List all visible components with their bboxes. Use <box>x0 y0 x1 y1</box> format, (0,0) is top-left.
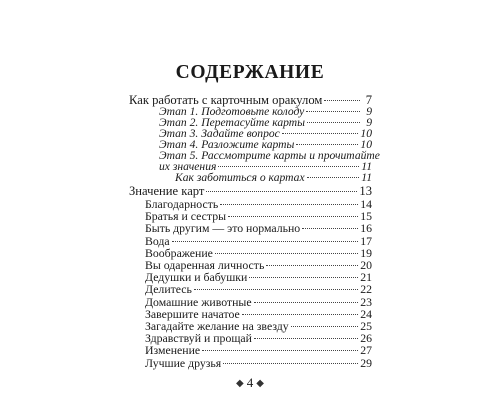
dot-leader <box>223 363 358 364</box>
dot-leader <box>324 100 360 101</box>
page-number: 4 <box>246 375 254 390</box>
dot-leader <box>307 177 360 178</box>
toc-page-number: 23 <box>360 294 372 309</box>
toc-page-number: 24 <box>360 306 372 321</box>
toc-page-number: 7 <box>365 93 372 107</box>
dot-leader <box>220 204 358 205</box>
toc-entry-label: Братья и сестры <box>145 209 227 224</box>
toc-page-number: 13 <box>359 184 372 198</box>
toc-entry-label: Этап 2. Перетасуйте карты <box>159 116 306 129</box>
page-footer <box>0 376 500 390</box>
toc-entry-label: Этап 1. Подготовьте колоду <box>159 105 305 118</box>
toc-page-number: 10 <box>360 127 372 140</box>
toc-item[interactable] <box>145 332 372 344</box>
toc-item[interactable] <box>145 222 372 234</box>
toc-item[interactable] <box>145 198 372 210</box>
toc-page-number: 17 <box>360 233 372 248</box>
toc-page-number: 9 <box>366 105 372 118</box>
toc-entry-label: Вода <box>145 233 170 248</box>
toc-entry-label: Как работать с карточным оракулом <box>129 93 323 107</box>
dot-leader <box>254 338 358 339</box>
toc-entry-label: Здравствуй и прощай <box>145 331 252 346</box>
toc-item[interactable] <box>145 210 372 222</box>
toc-page-number: 11 <box>361 171 372 184</box>
toc-entry-label: Дедушки и бабушки <box>145 270 248 285</box>
dot-leader <box>266 265 358 266</box>
toc-page-number: 15 <box>360 209 372 224</box>
toc-item[interactable] <box>145 259 372 271</box>
dot-leader <box>172 241 359 242</box>
toc-entry-label: Благодарность <box>145 197 219 211</box>
toc-page-number: 25 <box>360 319 372 333</box>
ornament-right-icon: ◆ <box>256 377 264 389</box>
toc-entry-label: Как заботиться о картах <box>175 171 305 184</box>
dot-leader <box>254 302 359 303</box>
toc-item[interactable] <box>145 235 372 247</box>
toc-entry-label: их значения <box>159 160 217 173</box>
toc-page-number: 22 <box>360 282 372 297</box>
toc-entry-label: Этап 5. Рассмотрите карты и прочитайте <box>159 149 380 162</box>
toc-page-number: 20 <box>360 258 372 272</box>
toc-page-number: 19 <box>360 245 372 260</box>
dot-leader <box>242 314 358 315</box>
toc-page-number: 9 <box>366 116 372 129</box>
toc-entry-label: Значение карт <box>129 184 205 198</box>
toc-page-number: 10 <box>360 138 372 151</box>
toc-item[interactable] <box>145 247 372 259</box>
dot-leader <box>194 289 358 290</box>
toc-entry-label: Этап 3. Задайте вопрос <box>159 127 280 140</box>
dot-leader <box>249 277 358 278</box>
toc-entry-label: Делитесь <box>145 282 192 297</box>
toc-entry-label: Этап 4. Разложите карты <box>159 138 295 151</box>
dot-leader <box>302 228 358 229</box>
toc-entry-label: Загадайте желание на звезду <box>145 319 289 333</box>
dot-leader <box>202 350 358 351</box>
dot-leader <box>291 326 359 327</box>
toc-item[interactable] <box>145 320 372 332</box>
toc-page-number: 16 <box>360 221 372 236</box>
toc-item[interactable] <box>145 308 372 320</box>
dot-leader <box>296 144 358 145</box>
toc-entry-label: Домашние животные <box>145 294 252 309</box>
toc-entry-label: Вы одаренная личность <box>145 258 265 272</box>
toc-page-number: 29 <box>360 355 372 370</box>
dot-leader <box>215 253 358 254</box>
toc-page-number: 11 <box>361 160 372 173</box>
toc-item[interactable] <box>145 271 372 283</box>
toc-item[interactable] <box>145 296 372 308</box>
dot-leader <box>218 166 359 167</box>
toc-section-meanings[interactable] <box>129 185 372 197</box>
toc-entry-label: Лучшие друзья <box>145 355 222 370</box>
dot-leader <box>206 191 357 192</box>
toc-item[interactable] <box>145 283 372 295</box>
toc-page-number: 27 <box>360 343 372 358</box>
toc-item[interactable] <box>145 344 372 356</box>
toc-item[interactable] <box>145 357 372 369</box>
toc-card-care[interactable] <box>175 172 372 184</box>
toc-entry-label: Изменение <box>145 343 201 358</box>
dot-leader <box>307 122 360 123</box>
toc-page-number: 14 <box>360 197 372 211</box>
page-title: СОДЕРЖАНИЕ <box>175 62 325 83</box>
toc-page-number: 21 <box>360 270 372 285</box>
ornament-left-icon: ◆ <box>236 377 244 389</box>
toc-entry-label: Быть другим — это нормально <box>145 221 301 236</box>
dot-leader <box>282 133 359 134</box>
toc-entry-label: Завершите начатое <box>145 306 240 321</box>
toc-entry-label: Воображение <box>145 245 213 260</box>
toc-page-number: 26 <box>360 331 372 346</box>
dot-leader <box>306 111 360 112</box>
dot-leader <box>228 216 358 217</box>
